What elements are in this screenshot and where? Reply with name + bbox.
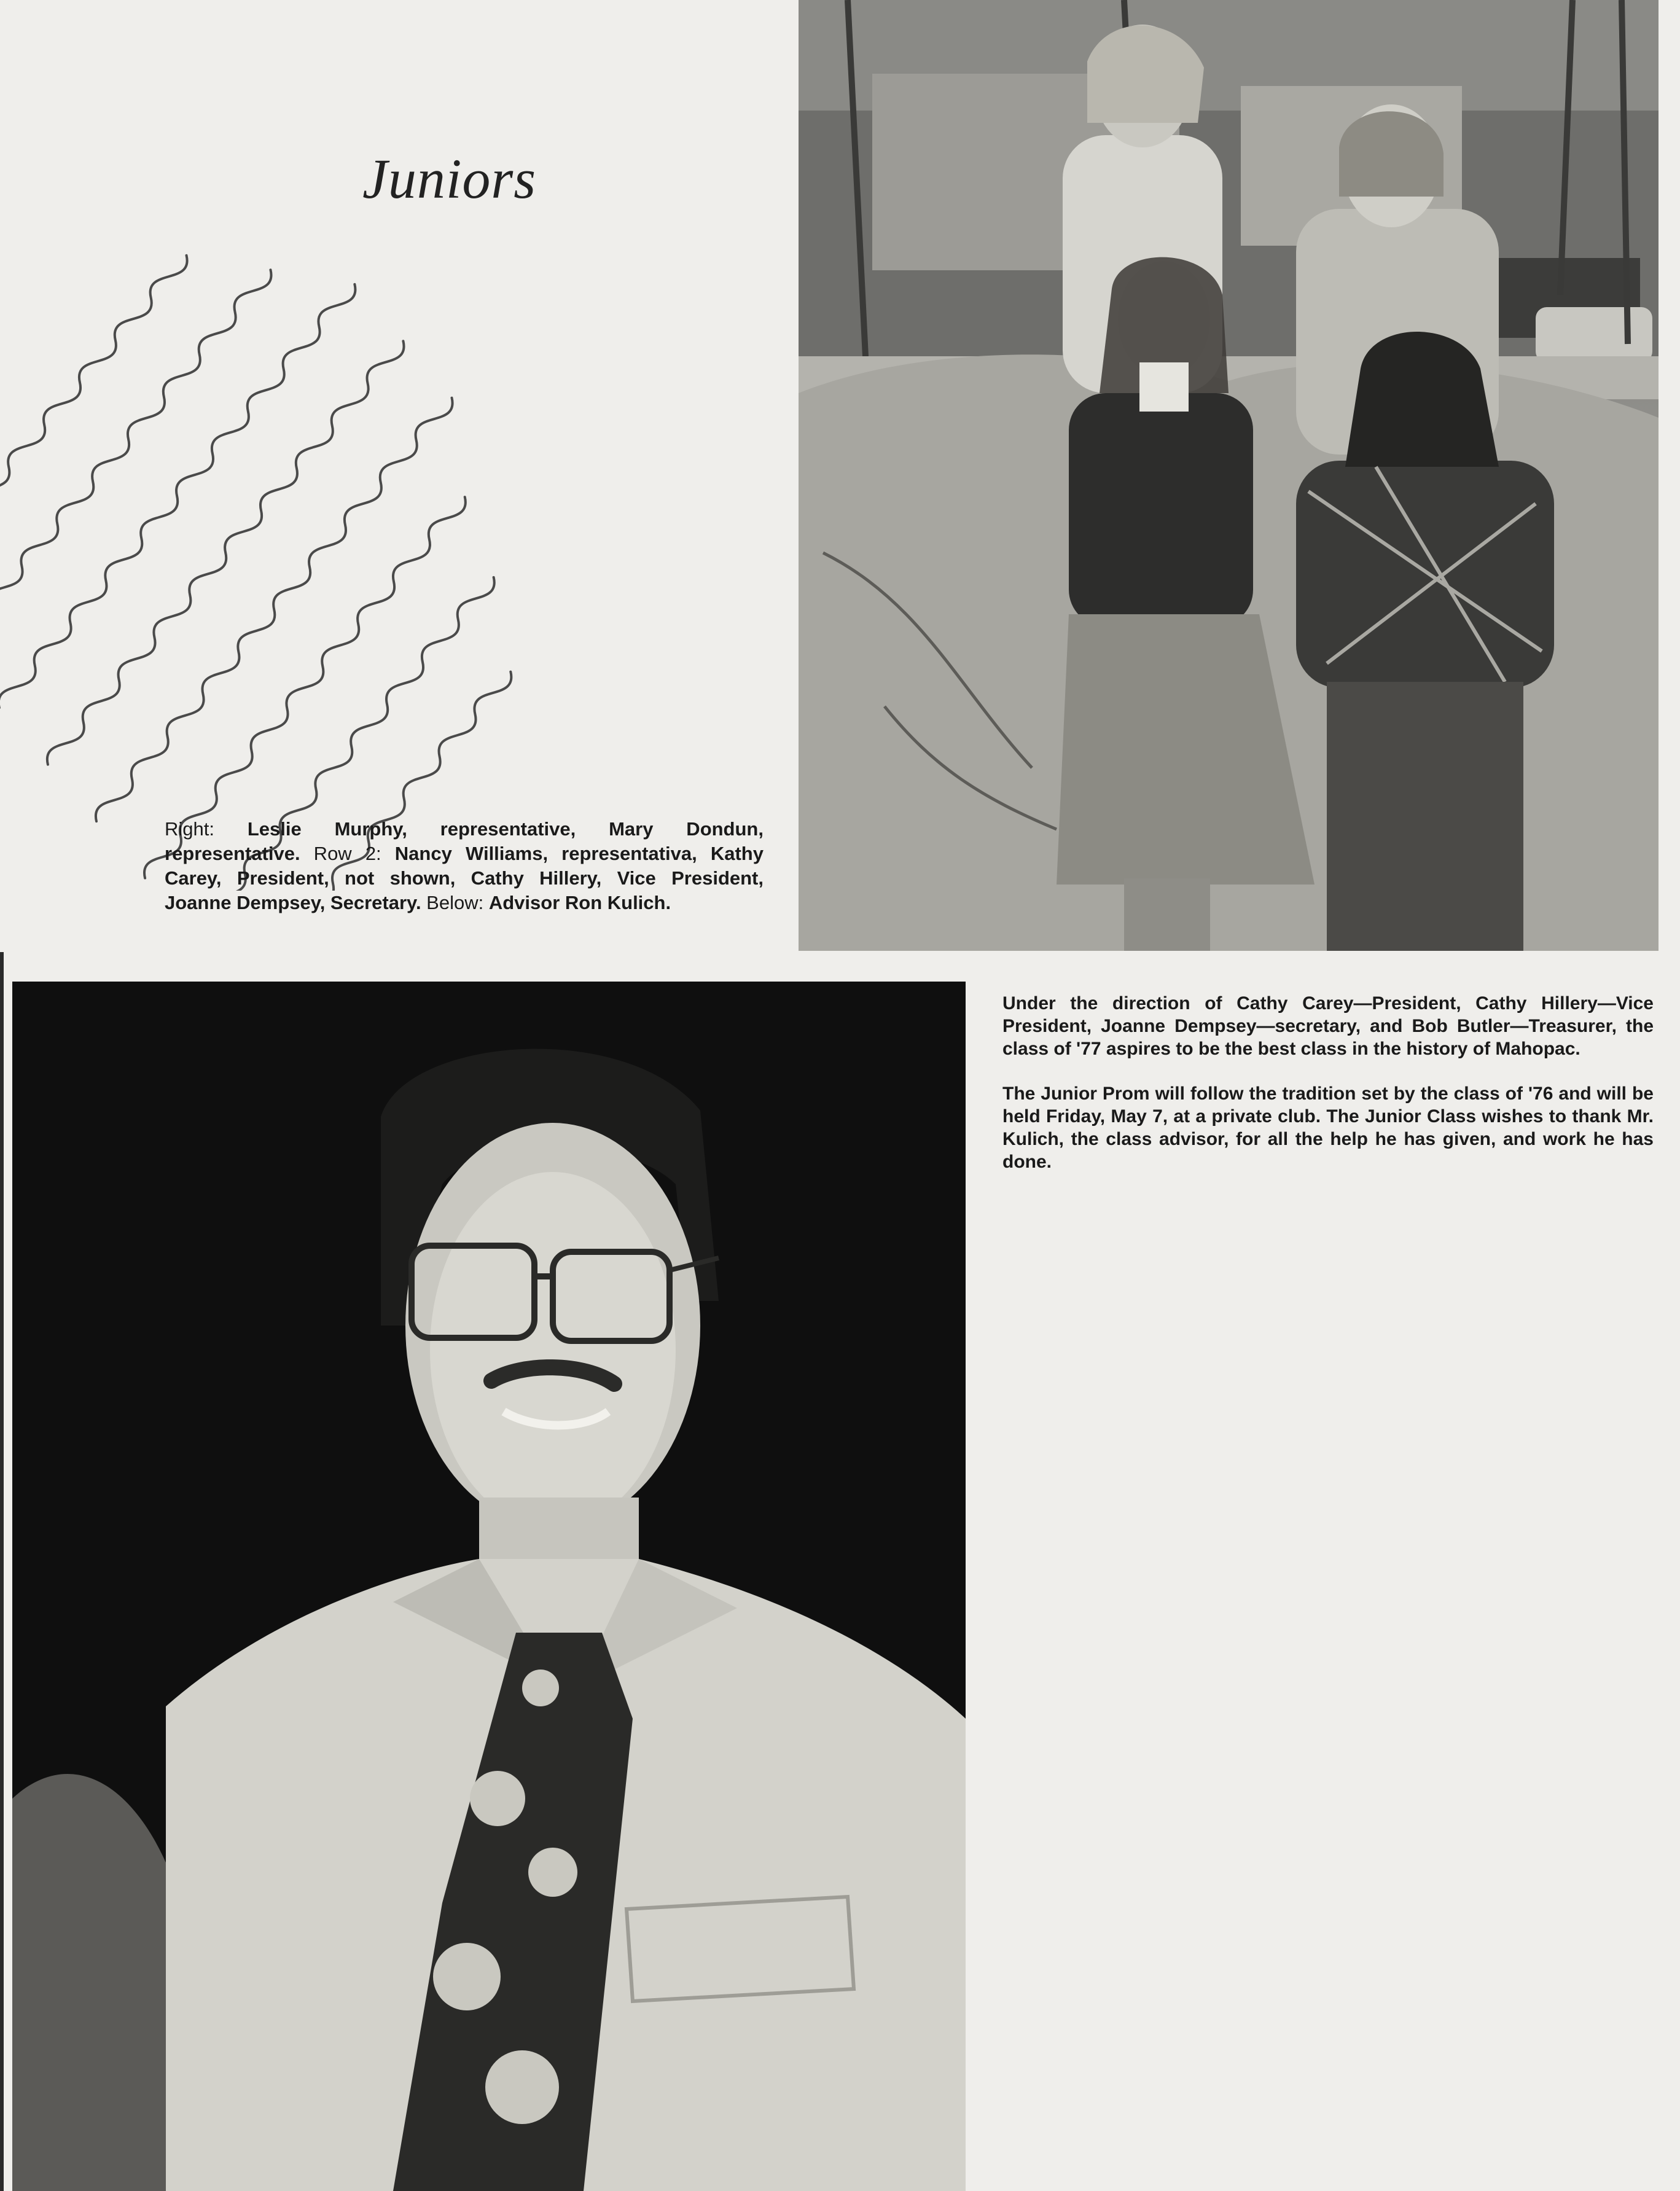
caption-below-label: Below: <box>421 892 489 913</box>
caption-row2-label: Row 2: <box>300 843 395 864</box>
caption-top-row-names: Leslie Murphy, representative, Mary Dondun, representative. <box>165 818 764 864</box>
page-edge-shadow <box>0 952 4 2191</box>
officers-photo-illustration <box>799 0 1659 951</box>
advisor-portrait-photo <box>12 982 966 2191</box>
page-title: Juniors <box>362 147 536 210</box>
handwritten-autograph-drawing <box>0 0 799 891</box>
advisor-photo-illustration <box>12 982 966 2191</box>
article-paragraph-prom: The Junior Prom will follow the tradition set by the class of '76 and will be held Friday, May 7, at a private club. The Junior Class wishes to thank Mr. Kulich, the class advisor, for all the help he has given, and work he has done. <box>1002 1084 1654 1172</box>
photo-caption <box>165 817 764 915</box>
caption-right-label: Right: <box>165 818 248 840</box>
article-paragraph-officers: Under the direction of Cathy Carey—President, Cathy Hillery—Vice President, Joanne Dempsey—secretary, and Bob Butler—Treasurer, the class of '77 aspires to be the best class in the history of Mahopac. <box>1002 993 1654 1059</box>
article-body <box>1002 992 1654 1195</box>
officers-group-photo <box>799 0 1659 951</box>
caption-advisor-name: Advisor Ron Kulich. <box>488 892 671 913</box>
caption-row2-names: Nancy Williams, representativa, Kathy Carey, President, not shown, Cathy Hillery, Vice President, Joanne Dempsey, Secretary. <box>165 843 764 913</box>
